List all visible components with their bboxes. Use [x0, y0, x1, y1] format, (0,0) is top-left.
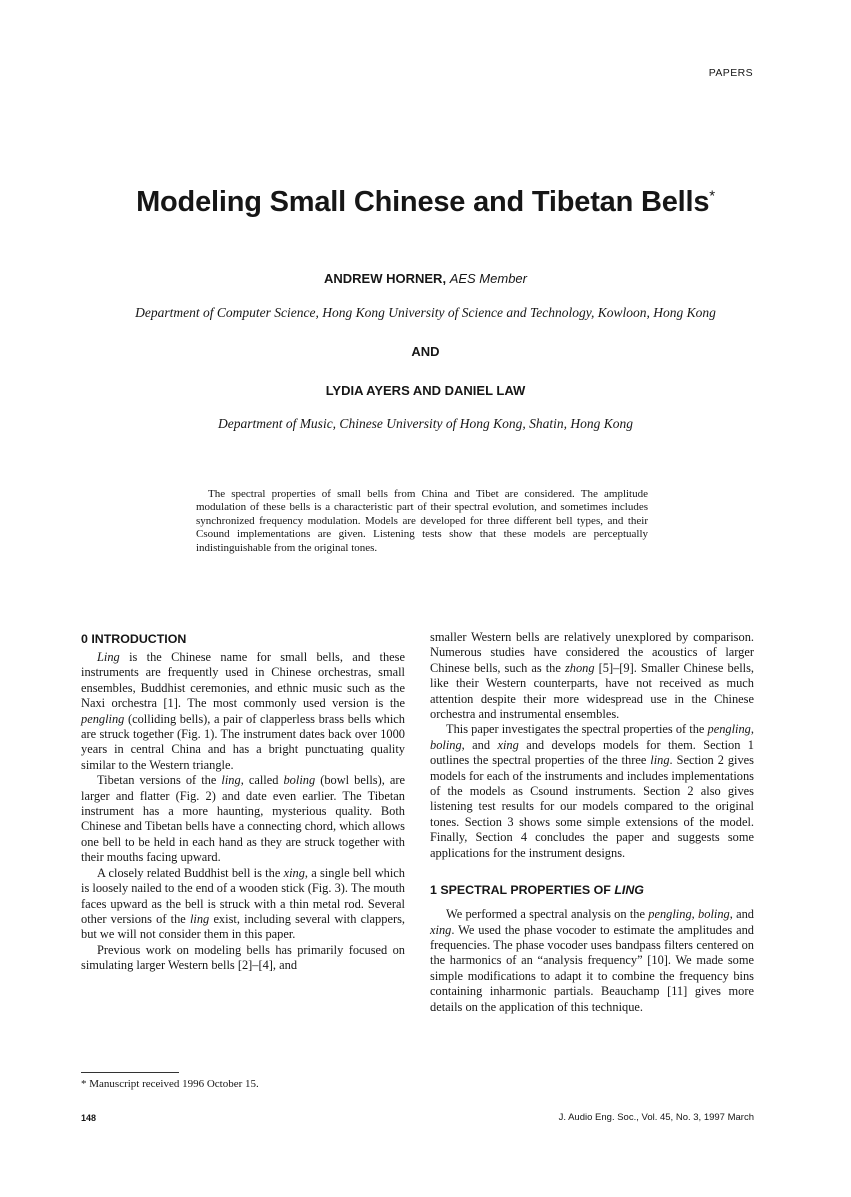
italic-term: xing [497, 737, 519, 752]
italic-term: boling [698, 907, 730, 922]
text-run: , a single bell which is loosely nailed to the end of a wooden stick (Fig. 3). The mouth faces upward as the bell is struck with a thin metal rod. Several other versions of the [81, 865, 405, 926]
text-run: We performed a spectral analysis on the [446, 907, 649, 922]
footnote: * Manuscript received 1996 October 15. [81, 1078, 259, 1090]
section-heading-introduction: 0 INTRODUCTION [81, 632, 187, 646]
section-heading-spectral-properties [430, 881, 754, 901]
italic-term: ling [221, 773, 241, 788]
paper-title [0, 186, 851, 219]
paragraph-4-text: Previous work on modeling bells has primarily focused on simulating larger Western bells [2]–[4], and [81, 942, 405, 973]
text-run: exist, including several with clappers, but we will not consider them in this paper. [81, 911, 405, 942]
text-run: , and [461, 737, 498, 752]
text-run: , and [729, 907, 754, 922]
column-right [430, 630, 754, 1015]
italic-term: pengling [81, 711, 125, 726]
intro-paragraph-4-start [81, 943, 405, 974]
text-run: (bowl bells), are larger and flatter (Fig. 2) and date even earlier. The Tibetan instrument has a more haunting, mysterious quality. Both Chinese and Tibetan bells have a connecting chord, which allows one bell to be held in each hand as they are struck together with their mouths facing upward. [81, 773, 405, 865]
author-separator: AND [411, 344, 440, 359]
abstract: The spectral properties of small bells from China and Tibet are considered. The amplitude modulation of these bells is a characteristic part of their spectral evolution, and sometimes includes synchronized frequency modulation. Models are developed for three different bell types, and their Csound implementations are given. Listening tests show that these models are perceptually indistinguishable from the original tones. [196, 488, 648, 554]
text-run: , called [240, 773, 284, 788]
author-line-first [0, 271, 851, 286]
text-run: , [691, 907, 699, 922]
heading-italic: LING [614, 883, 644, 898]
italic-term: zhong [564, 660, 595, 675]
title-footnote-mark: * [709, 187, 715, 205]
text-run: (colliding bells), a pair of clapperless brass bells which are struck together (Fig. 1). The instrument dates back over 1000 years in central China and has a bright punctuating quality similar to the Western triangle. [81, 711, 405, 772]
running-header-section: PAPERS [708, 67, 753, 79]
author-name-first: ANDREW HORNER, [324, 271, 447, 286]
sec1-paragraph-1 [430, 907, 754, 1015]
author-line-second: LYDIA AYERS AND DANIEL LAW [325, 383, 526, 398]
italic-term: Ling [97, 650, 120, 664]
author-role-first: AES Member [449, 271, 527, 286]
paper-title-text: Modeling Small Chinese and Tibetan Bells [136, 186, 710, 218]
italic-term: pengling [648, 907, 692, 922]
italic-term: xing [283, 865, 305, 880]
intro-paragraph-1 [81, 650, 405, 773]
italic-term: ling [189, 911, 210, 926]
text-run-continued: smaller Western bells are relatively unexplored by comparison. Numerous studies have considered the acoustics of larger Chinese bells, such as the [430, 630, 754, 675]
intro-paragraph-4-continued [430, 630, 754, 722]
text-run: , [750, 722, 754, 737]
italic-term: xing [430, 922, 452, 937]
affiliation-second: Department of Music, Chinese University of Hong Kong, Shatin, Hong Kong [217, 416, 634, 431]
intro-paragraph-3 [81, 866, 405, 943]
text-run: Tibetan versions of the [97, 773, 222, 788]
italic-term: ling [650, 753, 670, 768]
text-run: . We used the phase vocoder to estimate the amplitudes and frequencies. The phase vocoder uses bandpass filters centered on the harmonics of an “analysis frequency” [10]. We made some simple modifications to adapt it to combine the frequency bins containing inharmonic partials. Beauchamp [11] gives more details on the application of this technique. [430, 922, 754, 1014]
text-run: . Section 2 gives models for each of the instruments and includes implementations of the models as Csound instruments. Section 2 also gives listening test results for our models compared to the original tones. Section 3 shows some simple extensions of the model. Finally, Section 4 concludes the paper and suggests some applications for the instrument designs. [430, 753, 754, 860]
intro-paragraph-5 [430, 722, 754, 861]
text-run: and develops models for them. Section 1 outlines the spectral properties of the three [430, 737, 755, 768]
column-left [81, 630, 405, 974]
italic-term: boling [283, 773, 316, 788]
affiliation-first: Department of Computer Science, Hong Kong University of Science and Technology, Kowloon, Hong Kong [135, 305, 716, 320]
text-run: is the Chinese name for small bells, and these instruments are frequently used in Chinese orchestras, small ensembles, Buddhist ceremonies, and ethnic music such as the Naxi orchestra [1]. The most commonly used version is the [81, 650, 405, 711]
footnote-rule [81, 1072, 179, 1073]
intro-paragraph-2 [81, 773, 405, 865]
page-number: 148 [81, 1113, 97, 1123]
text-run: This paper investigates the spectral properties of the [446, 722, 708, 737]
text-run: [5]–[9]. Smaller Chinese bells, like their Western counterparts, have not received as much attention despite their more widespread use in the Chinese orchestra and instrumental ensembles. [430, 660, 754, 722]
italic-term: boling [430, 737, 462, 752]
text-run: A closely related Buddhist bell is the [97, 865, 284, 880]
journal-reference: J. Audio Eng. Soc., Vol. 45, No. 3, 1997 March [558, 1112, 754, 1123]
heading-text: 1 SPECTRAL PROPERTIES OF [430, 883, 611, 898]
italic-term: pengling [707, 722, 751, 737]
